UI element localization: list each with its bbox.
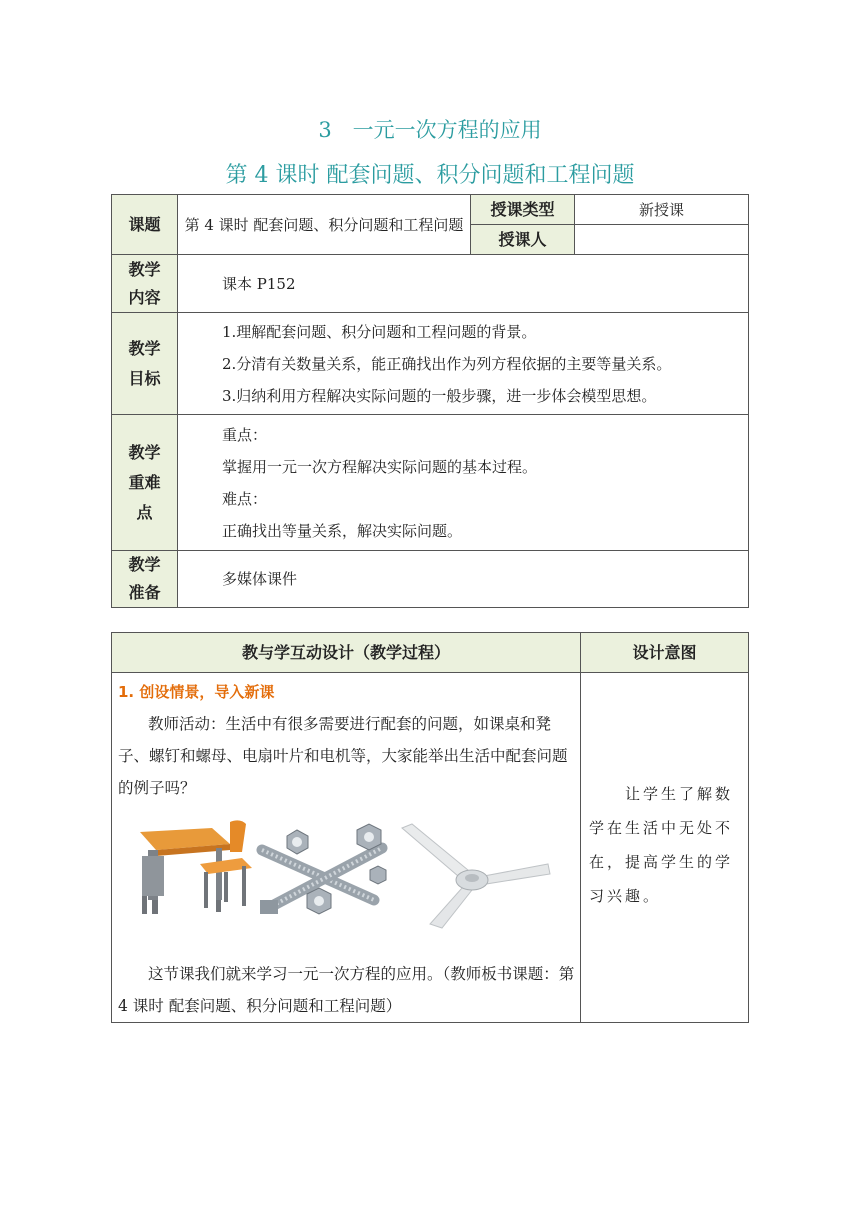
goals-list (178, 313, 749, 415)
illustration-row (112, 814, 580, 934)
label-prep: 教学准备 (112, 551, 178, 608)
goal-item: 2.分清有关数量关系，能正确找出作为列方程依据的主要等量关系。 (222, 354, 672, 373)
process-header: 教与学互动设计（教学过程） (112, 633, 581, 673)
intent-text: 让学生了解数学在生活中无处不在，提高学生的学习兴趣。 (589, 785, 734, 905)
ceiling-fan-icon (402, 824, 550, 928)
keypoint-line: 正确找出等量关系，解决实际问题。 (222, 521, 463, 540)
keypoint-line: 难点： (222, 489, 268, 508)
desk-chair-icon (140, 820, 252, 914)
bolts-nuts-icon (260, 824, 386, 914)
keypoint-line: 重点： (222, 425, 268, 444)
keypoints-list (178, 415, 749, 551)
label-goals: 教学目标 (112, 313, 178, 415)
goal-item: 1.理解配套问题、积分问题和工程问题的背景。 (222, 322, 537, 341)
goal-item: 3.归纳利用方程解决实际问题的一般步骤，进一步体会模型思想。 (222, 386, 657, 405)
process-table (111, 632, 749, 1023)
label-topic: 课题 (112, 195, 178, 255)
label-content: 教学内容 (112, 255, 178, 313)
type-value: 新授课 (575, 195, 749, 225)
topic-value: 第 4 课时 配套问题、积分问题和工程问题 (178, 195, 471, 255)
chapter-title: 3 一元一次方程的应用 (318, 118, 542, 142)
teacher-activity-text: 教师活动：生活中有很多需要进行配套的问题，如课桌和凳子、螺钉和螺母、电扇叶片和电机等，大家能举出生活中配套问题的例子吗？ (118, 715, 568, 797)
label-teacher: 授课人 (471, 225, 575, 255)
intro-text: 这节课我们就来学习一元一次方程的应用。（教师板书课题：第 4 课时 配套问题、积分问题和工程问题） (118, 965, 575, 1015)
intent-cell (581, 673, 749, 1023)
prep-value: 多媒体课件 (178, 551, 749, 608)
intent-header: 设计意图 (581, 633, 749, 673)
lesson-info-table (111, 194, 749, 608)
label-type: 授课类型 (471, 195, 575, 225)
illustrations (112, 814, 581, 934)
lesson-title: 第 4 课时 配套问题、积分问题和工程问题 (225, 163, 635, 188)
content-value: 课本 P152 (178, 255, 749, 313)
teacher-value (575, 225, 749, 255)
label-keypoints: 教学重难点 (112, 415, 178, 551)
keypoint-line: 掌握用一元一次方程解决实际问题的基本过程。 (222, 457, 538, 476)
process-body (112, 673, 581, 1023)
section-title: 1. 创设情景，导入新课 (118, 683, 275, 701)
